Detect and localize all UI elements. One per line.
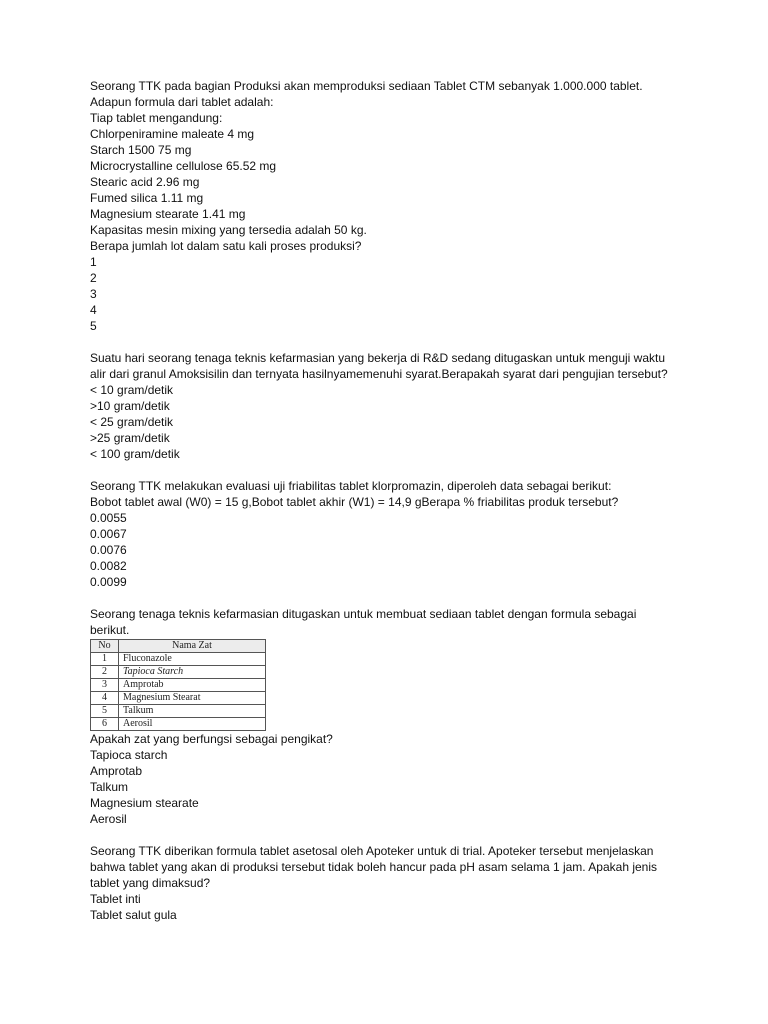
q1-line: Chlorpeniramine maleate 4 mg — [90, 127, 255, 141]
question-3 — [90, 478, 708, 590]
q2-text: Suatu hari seorang tenaga teknis kefarmasian yang bekerja di R&D sedang ditugaskan untuk menguji waktu alir dari granul Amoksisilin dan ternyata hasilnyamemenuhi syarat.Berapakah syarat dari pengujian tersebut? — [90, 351, 668, 381]
question-2 — [90, 350, 708, 462]
table-cell: Fluconazole — [119, 653, 266, 666]
q4-question: Apakah zat yang berfungsi sebagai pengikat? — [90, 732, 333, 746]
table-cell: 4 — [91, 692, 119, 705]
q1-line: Tiap tablet mengandung: — [90, 111, 223, 125]
table-header: No — [91, 640, 119, 653]
q3-option: 0.0076 — [90, 543, 127, 557]
q4-option: Magnesium stearate — [90, 796, 199, 810]
table-cell: 5 — [91, 705, 119, 718]
q3-option: 0.0067 — [90, 527, 127, 541]
table-cell: Magnesium Stearat — [119, 692, 266, 705]
question-5 — [90, 843, 708, 923]
q3-option: 0.0082 — [90, 559, 127, 573]
formula-table — [90, 639, 266, 731]
table-cell: Talkum — [119, 705, 266, 718]
q1-line: Berapa jumlah lot dalam satu kali proses produksi? — [90, 239, 362, 253]
table-row — [91, 692, 266, 705]
q1-option: 4 — [90, 303, 97, 317]
table-row — [91, 679, 266, 692]
table-row — [91, 666, 266, 679]
question-4 — [90, 606, 708, 827]
table-row — [91, 705, 266, 718]
q5-text: Seorang TTK diberikan formula tablet asetosal oleh Apoteker untuk di trial. Apoteker tersebut menjelaskan bahwa tablet yang akan di produksi tersebut tidak boleh hancur pada pH asam selama 1 jam. Apakah jenis tablet yang dimaksud? — [90, 844, 658, 890]
q1-line: Starch 1500 75 mg — [90, 143, 192, 157]
q4-option: Amprotab — [90, 764, 143, 778]
q2-option: < 10 gram/detik — [90, 383, 174, 397]
q1-option: 1 — [90, 255, 97, 269]
table-row — [91, 653, 266, 666]
q4-option: Aerosil — [90, 812, 127, 826]
q4-text: Seorang tenaga teknis kefarmasian ditugaskan untuk membuat sediaan tablet dengan formula sebagai berikut. — [90, 607, 637, 637]
q1-line: Adapun formula dari tablet adalah: — [90, 95, 274, 109]
table-cell: Amprotab — [119, 679, 266, 692]
q3-option: 0.0099 — [90, 575, 127, 589]
q3-option: 0.0055 — [90, 511, 127, 525]
q1-line: Stearic acid 2.96 mg — [90, 175, 200, 189]
table-cell: 1 — [91, 653, 119, 666]
q1-line: Magnesium stearate 1.41 mg — [90, 207, 246, 221]
table-cell: Tapioca Starch — [119, 666, 266, 679]
q4-option: Tapioca starch — [90, 748, 168, 762]
q1-option: 5 — [90, 319, 97, 333]
q3-line: Bobot tablet awal (W0) = 15 g,Bobot tablet akhir (W1) = 14,9 gBerapa % friabilitas produk tersebut? — [90, 495, 619, 509]
table-cell: 3 — [91, 679, 119, 692]
q1-line: Fumed silica 1.11 mg — [90, 191, 204, 205]
q4-option: Talkum — [90, 780, 129, 794]
table-header: Nama Zat — [119, 640, 266, 653]
table-row — [91, 718, 266, 731]
table-cell: 2 — [91, 666, 119, 679]
q1-option: 2 — [90, 271, 97, 285]
q2-option: < 100 gram/detik — [90, 447, 180, 461]
q5-option: Tablet inti — [90, 892, 141, 906]
q5-option: Tablet salut gula — [90, 908, 177, 922]
q2-option: >25 gram/detik — [90, 431, 170, 445]
table-header-row — [91, 640, 266, 653]
q1-option: 3 — [90, 287, 97, 301]
q2-option: >10 gram/detik — [90, 399, 170, 413]
q2-option: < 25 gram/detik — [90, 415, 174, 429]
q1-line: Kapasitas mesin mixing yang tersedia adalah 50 kg. — [90, 223, 367, 237]
q1-line: Seorang TTK pada bagian Produksi akan memproduksi sediaan Tablet CTM sebanyak 1.000.000 tablet. — [90, 79, 643, 93]
q1-line: Microcrystalline cellulose 65.52 mg — [90, 159, 277, 173]
q3-line: Seorang TTK melakukan evaluasi uji friabilitas tablet klorpromazin, diperoleh data sebagai berikut: — [90, 479, 612, 493]
question-1 — [90, 78, 708, 334]
table-cell: 6 — [91, 718, 119, 731]
table-cell: Aerosil — [119, 718, 266, 731]
